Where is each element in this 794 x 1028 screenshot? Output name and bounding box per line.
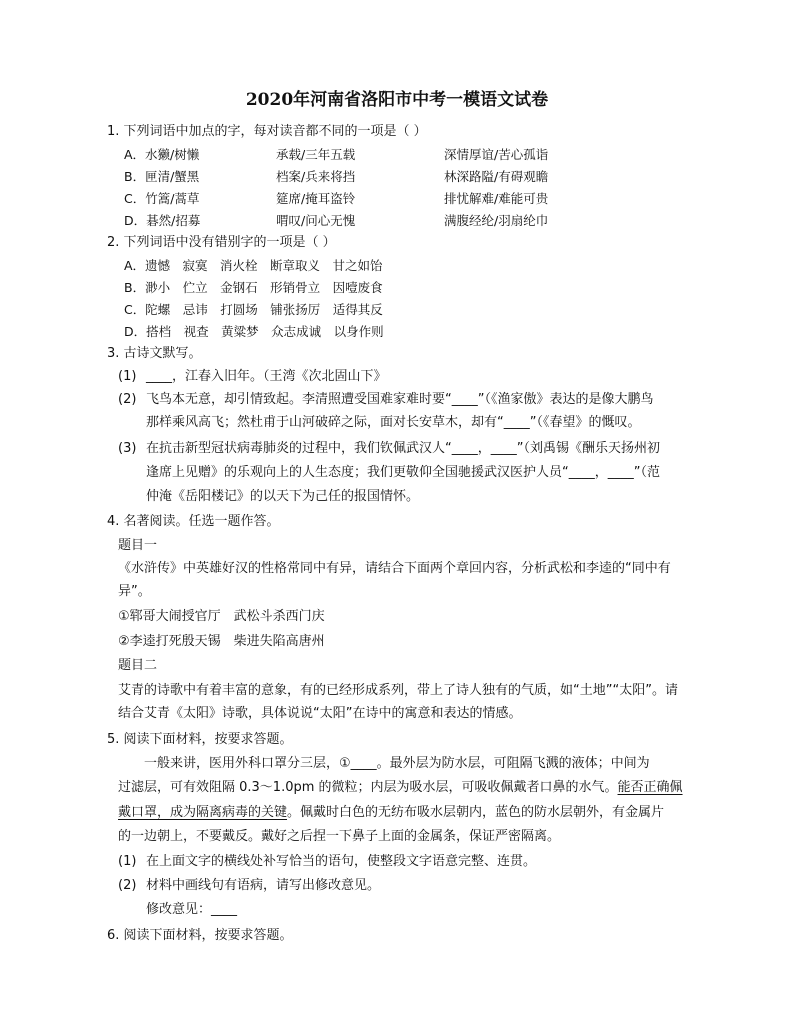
q3-item-2-line-2: 那样乘风高飞；然杜甫于山河破碎之际，面对长安草木，却有“____”（《春望》的慨叹。 [146, 415, 641, 430]
q1-option-d-col2: 喟叹/问心无愧 [276, 213, 356, 228]
q1-option-b-col3: 林深路隘/有碍观瞻 [444, 169, 549, 184]
q4-stem: 4. 名著阅读。任选一题作答。 [107, 514, 280, 529]
q3-item-2-num: (2) [118, 392, 137, 407]
q3-item-1-line-1: ____，江春入旧年。（王湾《次北固山下》 [146, 369, 387, 384]
q4-chapter-2: ②李逵打死殷天锡 柴进失陷高唐州 [118, 634, 325, 649]
q4-topic-1-text-1: 《水浒传》中英雄好汉的性格常同中有异，请结合下面两个章回内容，分析武松和李逵的“同中有 [118, 561, 671, 576]
q4-topic-1-label: 题目一 [118, 538, 158, 553]
q5-revision-blank: 修改意见：____ [146, 902, 238, 917]
page-title: 2020年河南省洛阳市中考一模语文试卷 [245, 90, 549, 110]
q5-passage-line-2-text: 过滤层，可有效阻隔 0.3～1.0pm 的微粒；内层为吸水层，可吸收佩戴者口鼻的水气。 [118, 780, 618, 795]
q5-item-2-text: 材料中画线句有语病，请写出修改意见。 [146, 878, 381, 893]
q5-stem: 5. 阅读下面材料，按要求答题。 [107, 732, 293, 747]
q5-passage-line-2 [118, 779, 683, 797]
q5-item-1-num: (1) [118, 854, 137, 869]
q1-option-b-col1: B．匣清/蟹黑 [124, 169, 200, 184]
q2-option-d: D．搭档 视查 黄粱梦 众志成诚 以身作则 [124, 324, 384, 339]
q5-item-2-num: (2) [118, 878, 137, 893]
q2-option-c: C．陀螺 忌讳 打圆场 铺张扬厉 适得其反 [124, 302, 383, 317]
q5-item-1-text: 在上面文字的横线处补写恰当的语句，使整段文字语意完整、连贯。 [146, 854, 537, 869]
q3-item-3-line-1: 在抗击新型冠状病毒肺炎的过程中，我们钦佩武汉人“____，____”（刘禹锡《酬乐天扬州初 [146, 441, 660, 456]
q3-item-3-line-2: 逢席上见赠》的乐观向上的人生态度；我们更敬仰全国驰援武汉医护人员“____，____”（范 [146, 465, 660, 480]
q4-topic-2-text-2: 结合艾青《太阳》诗歌，具体说说“太阳”在诗中的寓意和表达的情感。 [118, 706, 522, 721]
q3-item-3-line-3: 仲淹《岳阳楼记》的以天下为己任的报国情怀。 [146, 489, 420, 504]
q3-item-3-num: (3) [118, 441, 137, 456]
q3-stem: 3. 古诗文默写。 [107, 346, 202, 361]
q1-option-b-col2: 档案/兵来将挡 [276, 169, 356, 184]
q2-option-b: B．渺小 伫立 金钢石 形销骨立 因噎废食 [124, 280, 383, 295]
q3-item-1-num: (1) [118, 369, 137, 384]
q1-option-d-col1: D．碁然/招募 [124, 213, 201, 228]
q5-passage-line-4: 的一边朝上，不要戴反。戴好之后捏一下鼻子上面的金属条，保证严密隔离。 [118, 829, 561, 844]
q1-option-a-col1: A．水獭/树懒 [124, 147, 200, 162]
q1-option-a-col2: 承载/三年五载 [276, 147, 356, 162]
q4-topic-2-text-1: 艾青的诗歌中有着丰富的意象，有的已经形成系列，带上了诗人独有的气质，如“土地”“太阳”。请 [118, 683, 678, 698]
q4-topic-2-label: 题目二 [118, 658, 158, 673]
q1-stem: 1. 下列词语中加点的字，每对读音都不同的一项是（ ） [107, 124, 427, 139]
q1-option-c-col1: C．竹篙/蒿草 [124, 191, 200, 206]
q5-passage-line-3 [118, 804, 664, 822]
q5-underlined-sentence-part-1: 能否正确佩 [617, 780, 683, 795]
q4-topic-1-text-2: 异”。 [118, 584, 151, 599]
q5-underlined-sentence-part-2: 戴口罩，成为隔离病毒的关键 [118, 805, 288, 820]
q5-passage-line-3-text: 。佩戴时白色的无纺布吸水层朝内，蓝色的防水层朝外，有金属片 [287, 805, 665, 820]
q4-chapter-1: ①郓哥大闹授官厅 武松斗杀西门庆 [118, 609, 325, 624]
q2-stem: 2. 下列词语中没有错别字的一项是（ ） [107, 235, 336, 250]
q1-option-d-col3: 满腹经纶/羽扇纶巾 [444, 213, 549, 228]
q5-passage-line-1: 一般来讲，医用外科口罩分三层，①____。最外层为防水层，可阻隔飞溅的液体；中间为 [118, 756, 650, 771]
q6-stem: 6. 阅读下面材料，按要求答题。 [107, 928, 293, 943]
q1-option-c-col3: 排忧解难/难能可贵 [444, 191, 549, 206]
q1-option-a-col3: 深情厚谊/苦心孤诣 [444, 147, 549, 162]
q3-item-2-line-1: 飞鸟本无意，却引情致起。李清照遭受国难家难时要“____”（《渔家傲》表达的是像大鹏鸟 [146, 392, 654, 407]
q2-option-a: A．遗憾 寂寞 消火栓 断章取义 甘之如饴 [124, 258, 383, 273]
q1-option-c-col2: 筵席/掩耳盗铃 [276, 191, 356, 206]
